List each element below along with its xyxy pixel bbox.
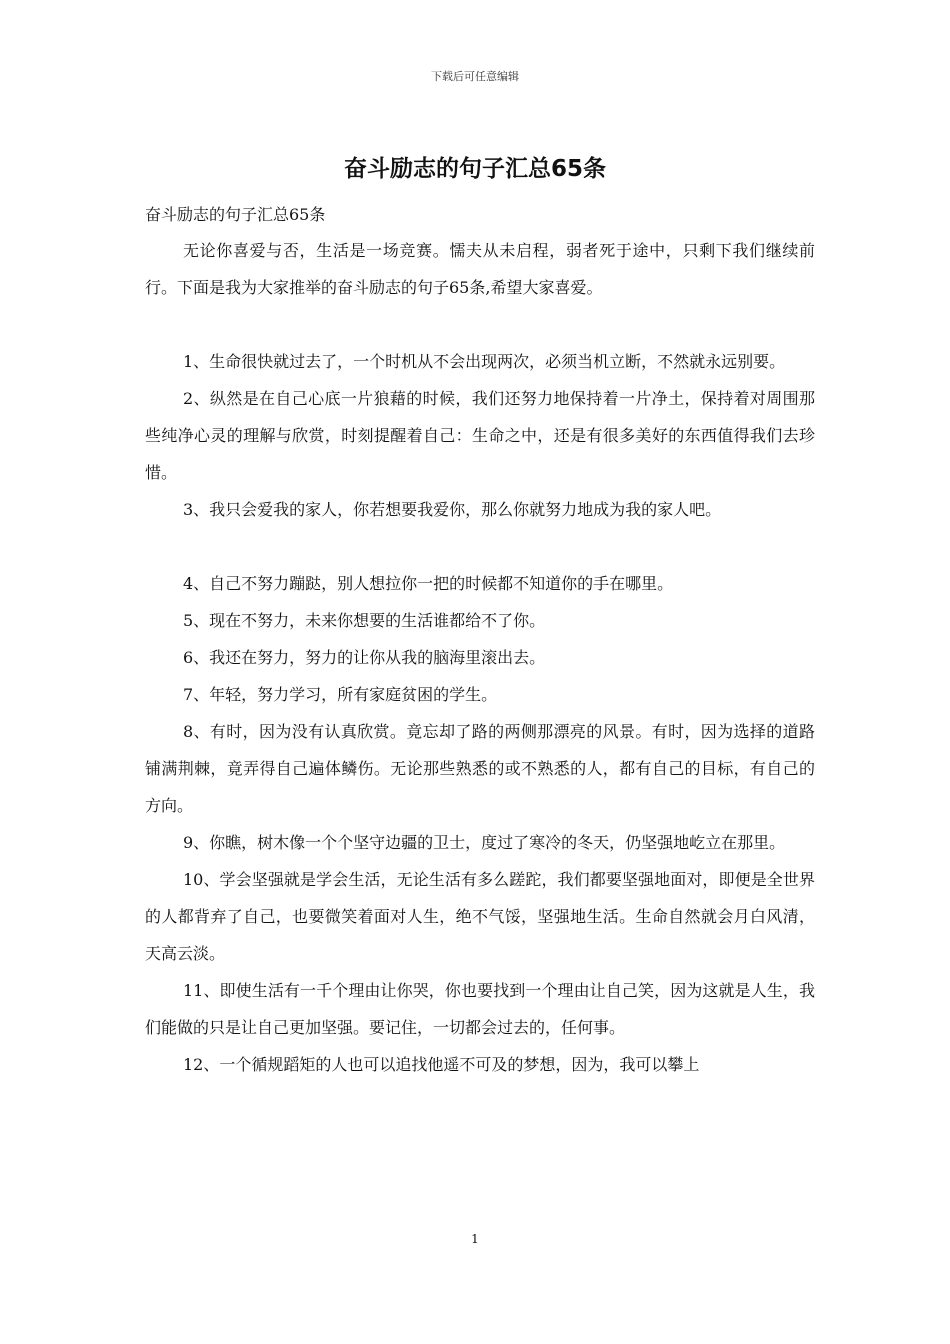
page-number: 1 [471, 1232, 479, 1246]
paragraph-gap [145, 528, 815, 565]
list-item: 4、自己不努力蹦跶，别人想拉你一把的时候都不知道你的手在哪里。 [183, 574, 674, 593]
intro-paragraph: 无论你喜爱与否，生活是一场竞赛。懦夫从未启程，弱者死于途中，只剩下我们继续前行。下面是我为大家推举的奋斗励志的句子65条,希望大家喜爱。 [145, 241, 815, 297]
list-item: 1、生命很快就过去了，一个时机从不会出现两次，必须当机立断，不然就永远别要。 [183, 352, 786, 371]
list-item: 9、你瞧，树木像一个个坚守边疆的卫士，度过了寒冷的冬天，仍坚强地屹立在那里。 [183, 833, 786, 852]
paragraph-gap [145, 306, 815, 343]
list-item: 2、纵然是在自己心底一片狼藉的时候，我们还努力地保持着一片净土，保持着对周围那些纯净心灵的理解与欣赏，时刻提醒着自己：生命之中，还是有很多美好的东西值得我们去珍惜。 [145, 389, 815, 482]
list-item: 5、现在不努力，未来你想要的生活谁都给不了你。 [183, 611, 546, 630]
list-item: 7、年轻，努力学习，所有家庭贫困的学生。 [183, 685, 498, 704]
list-item: 10、学会坚强就是学会生活，无论生活有多么蹉跎，我们都要坚强地面对，即便是全世界的人都背弃了自己，也要微笑着面对人生，绝不气馁，坚强地生活。生命自然就会月白风清，天高云淡。 [145, 870, 815, 963]
document-body [145, 232, 815, 1083]
document-title: 奋斗励志的句子汇总65条 [343, 156, 606, 182]
header-note: 下载后可任意编辑 [431, 70, 519, 83]
list-item: 3、我只会爱我的家人，你若想要我爱你，那么你就努力地成为我的家人吧。 [183, 500, 722, 519]
list-item: 12、一个循规蹈矩的人也可以追找他遥不可及的梦想，因为，我可以攀上 [183, 1055, 700, 1074]
list-item: 11、即使生活有一千个理由让你哭，你也要找到一个理由让自己笑，因为这就是人生，我们能做的只是让自己更加坚强。要记住，一切都会过去的，任何事。 [145, 981, 815, 1037]
list-item: 8、有时，因为没有认真欣赏。竟忘却了路的两侧那漂亮的风景。有时，因为选择的道路铺满荆棘，竟弄得自己遍体鳞伤。无论那些熟悉的或不熟悉的人，都有自己的目标，有自己的方向。 [145, 722, 815, 815]
document-subtitle: 奋斗励志的句子汇总65条 [145, 205, 326, 224]
list-item: 6、我还在努力，努力的让你从我的脑海里滚出去。 [183, 648, 546, 667]
